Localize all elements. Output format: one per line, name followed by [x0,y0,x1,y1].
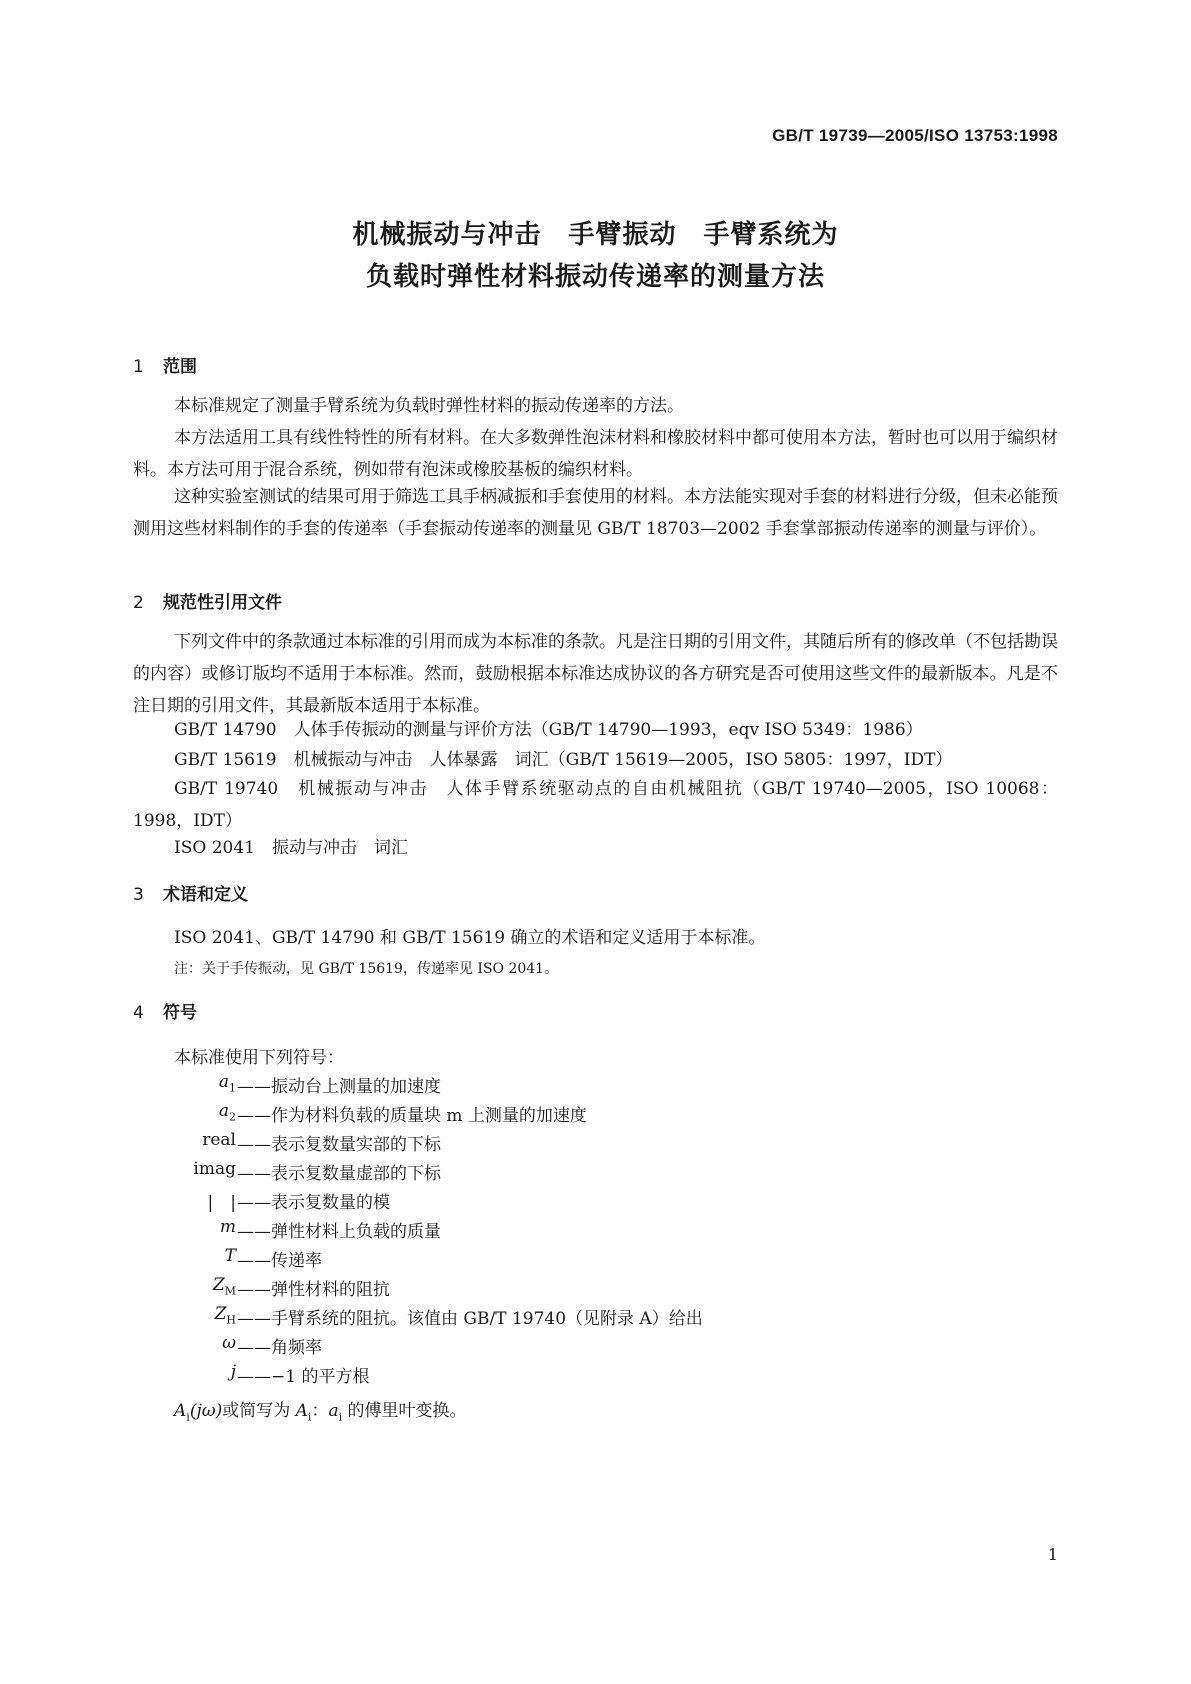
scope-paragraph-2: 本方法适用工具有线性特性的所有材料。在大多数弹性泡沫材料和橡胶材料中都可使用本方法，暂时也可以用于编织材料。本方法可用于混合系统，例如带有泡沫或橡胶基板的编织材料。 [133,428,1058,480]
reference-iso2041: ISO 2041 振动与冲击 词汇 [174,838,408,858]
symbol: imag [193,1159,236,1179]
symbol-row [0,1188,1191,1220]
symbol: $Z_M$ [212,1275,236,1298]
section-number: 2 [133,593,144,613]
symbol-row [0,1217,1191,1249]
section-title: 规范性引用文件 [163,593,282,613]
scope-paragraph-3: 这种实验室测试的结果可用于筛选工具手柄减振和手套使用的材料。本方法能实现对手套的材料进行分级，但未必能预测用这些材料制作的手套的传递率（手套振动传递率的测量见 GB/T 18703—2002 手套掌部振动传递率的测量与评价）。 [133,487,1058,539]
symbol-description: ——振动台上测量的加速度 [237,1077,441,1097]
symbol-row [0,1362,1191,1394]
symbol-description: ——表示复数量的模 [237,1193,390,1213]
symbol-row [0,1246,1191,1278]
section-1-heading [133,352,197,377]
scope-paragraph-1: 本标准规定了测量手臂系统为负载时弹性材料的振动传递率的方法。 [174,396,684,416]
symbol-description: ——弹性材料上负载的质量 [237,1222,441,1242]
symbol-description: ——传递率 [237,1251,322,1271]
terms-note: 注：关于手传振动，见 GB/T 15619，传递率见 ISO 2041。 [174,961,559,977]
reference-gbt19740: GB/T 19740 机械振动与冲击 人体手臂系统驱动点的自由机械阻抗（GB/T 19740—2005，ISO 10068：1998，IDT） [133,779,1058,831]
symbol-row [0,1072,1191,1104]
symbol-row [0,1159,1191,1191]
fourier-transform-line: $A_i(j\omega)$或简写为 $A_i$：$a_i$ 的傅里叶变换。 [174,1401,467,1424]
symbol-description: ——弹性材料的阻抗 [237,1280,390,1300]
symbol-description: ——角频率 [237,1338,322,1358]
symbol: | | [207,1193,236,1213]
symbol: j [230,1362,236,1382]
symbols-intro: 本标准使用下列符号： [174,1048,344,1068]
reference-gbt15619: GB/T 15619 机械振动与冲击 人体暴露 词汇（GB/T 15619—2005，ISO 5805：1997，IDT） [174,750,953,770]
section-number: 1 [133,357,144,377]
symbol: $a_1$ [218,1072,236,1095]
symbol-description: ——表示复数量实部的下标 [237,1135,441,1155]
symbol: m [219,1217,236,1237]
terms-paragraph: ISO 2041、GB/T 14790 和 GB/T 15619 确立的术语和定义适用于本标准。 [174,928,766,948]
symbol: ω [222,1333,236,1353]
section-title: 术语和定义 [163,885,248,905]
symbol-row [0,1101,1191,1133]
section-title: 符号 [163,1003,197,1023]
reference-gbt14790: GB/T 14790 人体手传振动的测量与评价方法（GB/T 14790—1993，eqv ISO 5349：1986） [174,720,923,740]
section-number: 4 [133,1003,144,1023]
symbol-row [0,1304,1191,1336]
section-2-heading [133,588,282,613]
title-line-2: 负载时弹性材料振动传递率的测量方法 [365,262,825,292]
page-number: 1 [1047,1545,1058,1564]
refs-paragraph: 下列文件中的条款通过本标准的引用而成为本标准的条款。凡是注日期的引用文件，其随后所有的修改单（不包括勘误的内容）或修订版均不适用于本标准。然而，鼓励根据本标准达成协议的各方研究是否可使用这些文件的最新版本。凡是不注日期的引用文件，其最新版本适用于本标准。 [133,632,1058,716]
section-4-heading [133,998,197,1023]
symbol: $a_2$ [218,1101,236,1124]
symbol-row [0,1130,1191,1162]
standard-code: GB/T 19739—2005/ISO 13753:1998 [772,126,1058,145]
symbol-description: ——手臂系统的阻抗。该值由 GB/T 19740（见附录 A）给出 [237,1309,703,1329]
section-title: 范围 [163,357,197,377]
symbol-row [0,1333,1191,1365]
symbol: real [202,1130,236,1150]
symbol: $Z_H$ [214,1304,236,1327]
section-number: 3 [133,885,144,905]
symbol-description: ——作为材料负载的质量块 m 上测量的加速度 [237,1106,587,1126]
section-3-heading [133,880,248,905]
title-line-1: 机械振动与冲击 手臂振动 手臂系统为 [352,220,839,250]
symbol-description: ——表示复数量虚部的下标 [237,1164,441,1184]
symbol: T [224,1246,236,1266]
symbol-row [0,1275,1191,1307]
symbol-description: ——−1 的平方根 [237,1367,370,1387]
